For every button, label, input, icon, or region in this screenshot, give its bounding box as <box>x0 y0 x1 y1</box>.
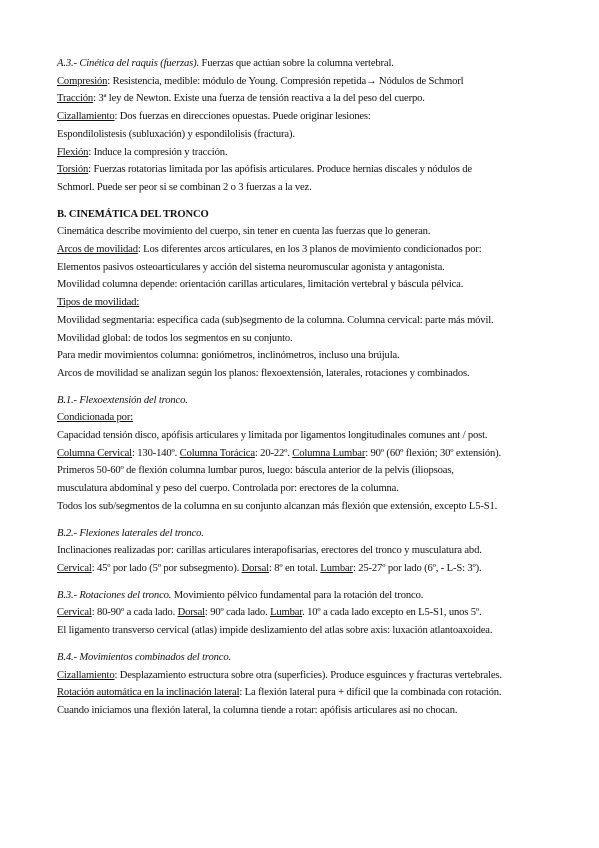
b-paragraph-8: Para medir movimientos columna: goniómetros, inclinómetros, incluso una brújula. <box>57 350 400 362</box>
b-paragraph-7: Movilidad global: de todos los segmentos en su conjunto. <box>57 332 293 344</box>
b4-cizallamiento-line <box>57 667 557 685</box>
dorsal-text: : 8º en total. <box>268 562 321 574</box>
document-page <box>57 55 557 720</box>
condicionada-term: Condicionada por: <box>57 412 134 424</box>
columna-cervical-term: Columna Cervical <box>57 447 132 459</box>
b-paragraph-3: Elementos pasivos osteoarticulares y acción del sistema neuromuscular agonista y antagonista. <box>57 261 445 273</box>
compresion-text: : Resistencia, medible: módulo de Young. Compresión repetida→ Nódulos de Schmorl <box>107 75 464 87</box>
compresion-line <box>57 73 557 91</box>
b1-paragraph-5: Todos los sub/segmentos de la columna en su conjunto alcanzan más flexión que extensión, excepto L5-S1. <box>57 500 498 512</box>
traccion-line <box>57 90 557 108</box>
cizallamiento-text: : Desplazamiento estructura sobre otra (superficies). Produce esguinces y fracturas vertebrales. <box>114 669 502 681</box>
section-b1-heading: B.1.- Flexoextensión del tronco. <box>57 394 188 406</box>
section-b3-heading <box>57 587 557 605</box>
section-a3-subtitle: Fuerzas que actúan sobre la columna vertebral. <box>199 58 394 69</box>
b1-paragraph-4: musculatura abdominal y peso del cuerpo. Controlada por: erectores de la columna. <box>57 483 399 495</box>
dorsal-text: : 90º cada lado. <box>204 607 271 619</box>
section-b-heading: B. CINEMÁTICA DEL TRONCO <box>57 208 209 220</box>
arcos-line <box>57 241 557 259</box>
cervical-text: : 45º por lado (5º por subsegmento). <box>91 562 242 574</box>
dorsal-term: Dorsal <box>177 607 205 619</box>
b4-paragraph-3: Cuando iniciamos una flexión lateral, la columna tiende a rotar: apófisis articulares así no chocan. <box>57 704 458 716</box>
columna-lumbar-term: Columna Lumbar <box>292 447 366 459</box>
section-a3-title: A.3.- Cinética del raquis (fuerzas). <box>57 58 200 69</box>
columna-lumbar-text: : 90º (60º flexión; 30º extensión). <box>365 447 502 459</box>
section-b4-heading: B.4.- Movimientos combinados del tronco. <box>57 651 231 663</box>
compresion-term: Compresión <box>57 75 108 87</box>
cizallamiento-term: Cizallamiento <box>57 111 115 123</box>
tipos-movilidad-term: Tipos de movilidad: <box>57 297 140 309</box>
cizallamiento-line <box>57 108 557 126</box>
flexion-line <box>57 144 557 162</box>
b-paragraph-6: Movilidad segmentaria: específica cada (sub)segmento de la columna. Columna cervical: parte más móvil. <box>57 314 494 326</box>
rotacion-term: Rotación automática en la inclinación lateral <box>57 687 240 699</box>
b-paragraph-1: Cinemática describe movimiento del cuerpo, sin tener en cuenta las fuerzas que lo generan. <box>57 226 431 238</box>
b1-paragraph-1: Capacidad tensión disco, apófisis articulares y limitada por ligamentos longitudinales comunes ant / post. <box>57 430 488 442</box>
b1-ranges-line <box>57 445 557 463</box>
lumbar-text: : 25-27º por lado (6º, - L-S: 3º). <box>352 562 482 574</box>
columna-cervical-text: : 130-140º. <box>131 447 180 459</box>
section-b3-subtitle: Movimiento pélvico fundamental para la rotación del tronco. <box>171 589 424 601</box>
rotacion-text: : La flexión lateral pura + difícil que la combinada con rotación. <box>239 687 502 699</box>
arcos-text: : Los diferentes arcos articulares, en los 3 planos de movimiento condicionados por: <box>137 244 482 256</box>
section-a3-heading <box>57 55 557 73</box>
lumbar-term: Lumbar <box>270 607 303 619</box>
torsion-text: : Fuerzas rotatorias limitada por las apófisis articulares. Produce hernias discales y nódulos de <box>88 164 472 176</box>
columna-toracica-term: Columna Torácica <box>179 447 255 459</box>
lumbar-text: . 10º a cada lado excepto en L5-S1, unos 5º. <box>302 607 482 619</box>
traccion-text: : 3ª ley de Newton. Existe una fuerza de tensión reactiva a la del peso del cuerpo. <box>93 93 425 105</box>
section-b3-title: B.3.- Rotaciones del tronco. <box>57 589 172 601</box>
torsion-line-2: Schmorl. Puede ser peor si se combinan 2 o 3 fuerzas a la vez. <box>57 181 312 193</box>
flexion-term: Flexión <box>57 146 89 158</box>
cizallamiento-term: Cizallamiento <box>57 669 115 681</box>
section-b2-heading: B.2.- Flexiones laterales del tronco. <box>57 527 204 539</box>
b-paragraph-9: Arcos de movilidad se analizan según los planos: flexoextensión, laterales, rotaciones y combinados. <box>57 367 470 379</box>
cizallamiento-text: : Dos fuerzas en direcciones opuestas. Puede originar lesiones: <box>114 111 371 123</box>
b-paragraph-4: Movilidad columna depende: orientación carillas articulares, limitación vertebral y báscula pélvica. <box>57 279 464 291</box>
b1-paragraph-3: Primeros 50-60º de flexión columna lumbar puros, luego: báscula anterior de la pelvis (iliopsoas, <box>57 465 454 477</box>
b2-paragraph-1: Inclinaciones realizadas por: carillas articulares interapofisarias, erectores del tronco y musculatura abd. <box>57 545 482 557</box>
cervical-term: Cervical <box>57 562 92 574</box>
flexion-text: : Induce la compresión y tracción. <box>88 146 228 158</box>
b3-ranges-line <box>57 604 557 622</box>
cervical-text: : 80-90º a cada lado. <box>91 607 178 619</box>
torsion-term: Torsión <box>57 164 89 176</box>
b2-ranges-line <box>57 560 557 578</box>
traccion-term: Tracción <box>57 93 94 105</box>
dorsal-term: Dorsal <box>241 562 269 574</box>
lumbar-term: Lumbar <box>320 562 353 574</box>
b3-paragraph-2: El ligamento transverso cervical (atlas) impide deslizamiento del atlas sobre axis: luxación atlantoaxoidea. <box>57 625 493 637</box>
torsion-line <box>57 161 557 179</box>
arcos-term: Arcos de movilidad <box>57 244 138 256</box>
cervical-term: Cervical <box>57 607 92 619</box>
columna-toracica-text: : 20-22º. <box>254 447 293 459</box>
cizallamiento-line-2: Espondilolistesis (subluxación) y espondilolisis (fractura). <box>57 128 295 140</box>
b4-rotacion-line <box>57 684 557 702</box>
